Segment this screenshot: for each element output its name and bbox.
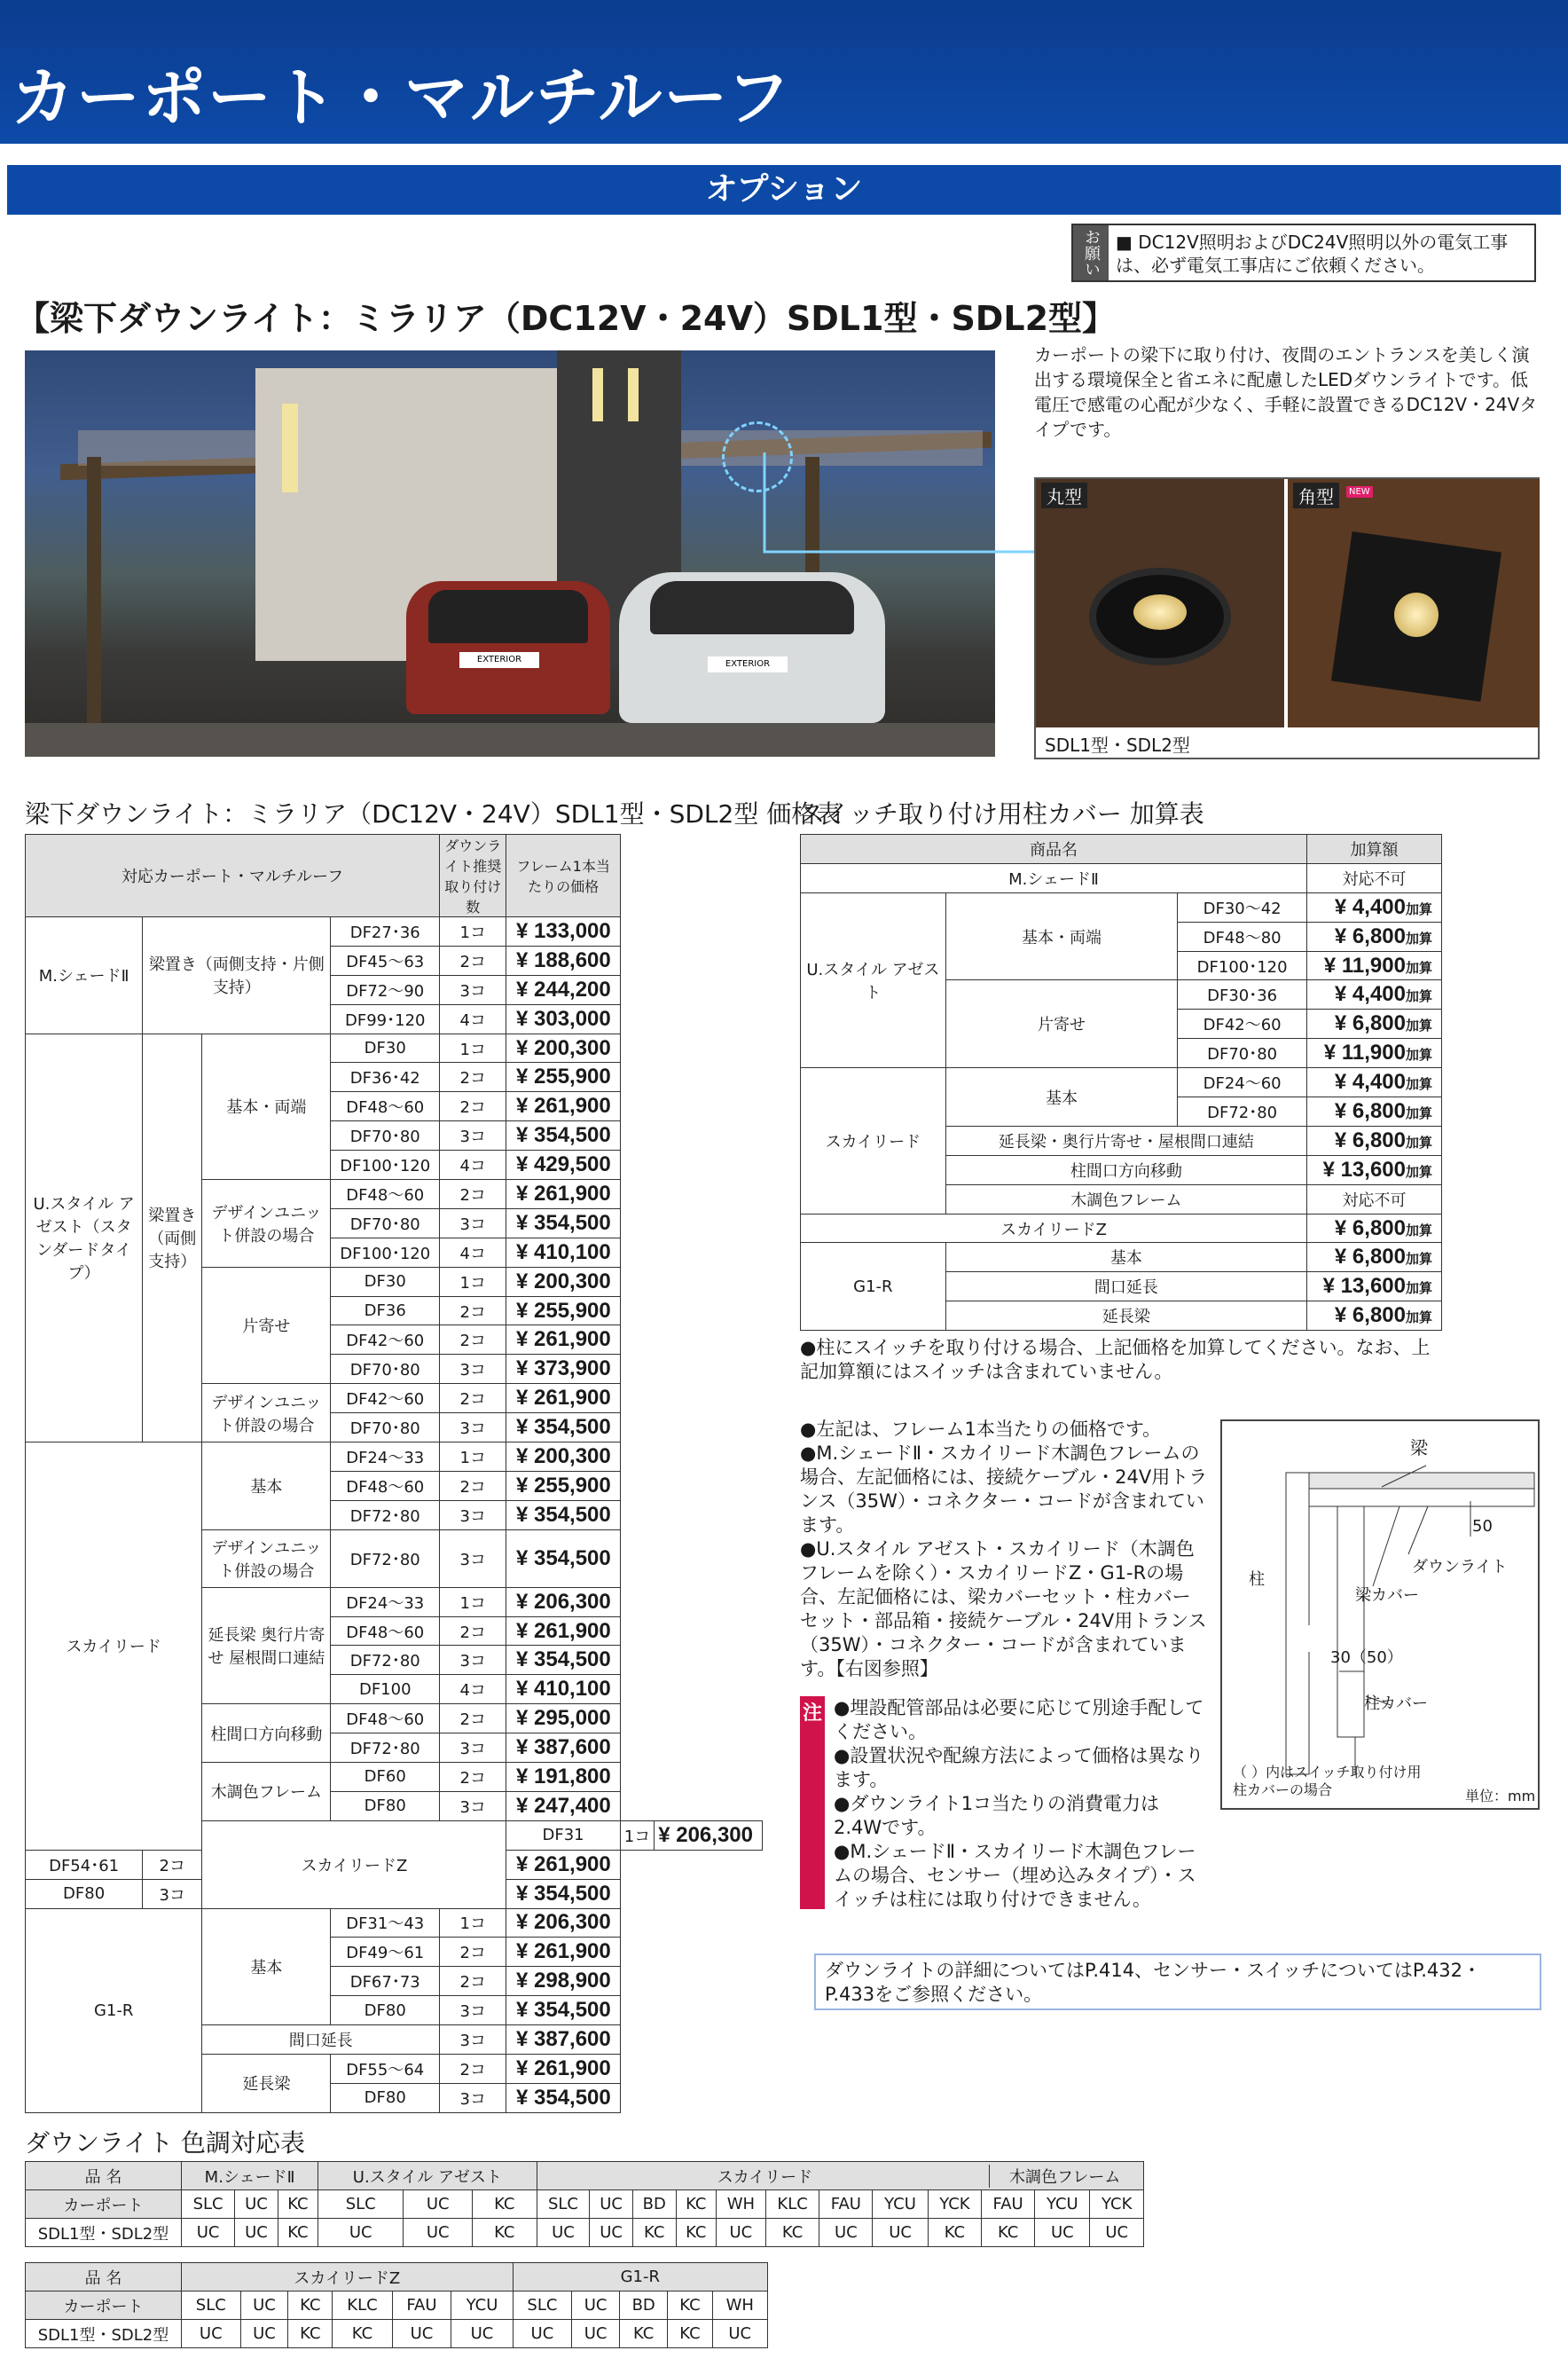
th-product: 商品名 bbox=[801, 835, 1307, 864]
color-cell: KC bbox=[668, 2291, 712, 2320]
cell-count: 2コ bbox=[440, 1180, 506, 1209]
cell-price: ¥ 429,500 bbox=[506, 1151, 620, 1180]
cell-count: 2コ bbox=[440, 1063, 506, 1092]
cell-size: DF30～42 bbox=[1178, 892, 1307, 922]
cell-count: 3コ bbox=[440, 1646, 506, 1675]
diagram-unit: 単位：mm bbox=[1465, 1788, 1536, 1804]
color-cell: UC bbox=[235, 2190, 278, 2219]
th-group: U.スタイル アゼスト bbox=[318, 2162, 537, 2190]
color-cell: UC bbox=[712, 2320, 768, 2348]
cell-count: 2コ bbox=[440, 1092, 506, 1121]
cell-size: DF67･73 bbox=[331, 1967, 440, 1996]
page-title: カーポート・マルチルーフ bbox=[11, 60, 792, 135]
cell-size: DF100･120 bbox=[331, 1151, 440, 1180]
license-plate: EXTERIOR bbox=[708, 656, 788, 672]
color-cell: UC bbox=[873, 2219, 928, 2247]
cell-size: DF70･80 bbox=[331, 1121, 440, 1151]
cell-price: ¥ 303,000 bbox=[506, 1004, 620, 1034]
cell-size: DF100･120 bbox=[1178, 951, 1307, 980]
notice-box bbox=[1071, 224, 1536, 282]
color-cell: UC bbox=[392, 2320, 451, 2348]
cell-count: 3コ bbox=[440, 1355, 506, 1384]
color-cell: KC bbox=[676, 2190, 716, 2219]
cell-price: ¥ 4,400加算 bbox=[1307, 980, 1442, 1010]
cell-price: ¥ 255,900 bbox=[506, 1063, 620, 1092]
cell-price: ¥ 6,800加算 bbox=[1307, 1243, 1442, 1272]
color-cell: UC bbox=[537, 2219, 590, 2247]
cell-size: DF80 bbox=[331, 1791, 440, 1820]
cell-size: DF30 bbox=[331, 1267, 440, 1296]
addon-table bbox=[800, 834, 1442, 1331]
cell-size: DF48～60 bbox=[331, 1471, 440, 1500]
caution-tag: 注 bbox=[802, 1702, 822, 1725]
cell-price: ¥ 261,900 bbox=[506, 1616, 620, 1646]
cell-size: DF70･80 bbox=[331, 1208, 440, 1238]
cell-price: ¥ 6,800加算 bbox=[1307, 922, 1442, 951]
label-pillarcover: 柱カバー bbox=[1364, 1694, 1428, 1713]
cell-price: ¥ 354,500 bbox=[506, 2083, 620, 2112]
color-cell: UC bbox=[819, 2219, 873, 2247]
color-cell: UC bbox=[716, 2219, 765, 2247]
subtitle-bar: オプション bbox=[7, 165, 1561, 215]
caution-list bbox=[834, 1696, 1204, 1912]
cell-price: ¥ 6,800加算 bbox=[1307, 1097, 1442, 1127]
row-sub-basic: 基本 bbox=[202, 1908, 331, 2025]
color-cell: FAU bbox=[392, 2291, 451, 2320]
cell-price: ¥ 354,500 bbox=[506, 1208, 620, 1238]
cell-size: DF72･80 bbox=[331, 1733, 440, 1763]
cell-price: ¥ 354,500 bbox=[506, 1121, 620, 1151]
cell-count: 1コ bbox=[440, 917, 506, 947]
color-cell: YCU bbox=[451, 2291, 513, 2320]
cell-price: ¥ 255,900 bbox=[506, 1471, 620, 1500]
th-price: フレーム1本当たりの価格 bbox=[506, 835, 620, 917]
color-cell: KLC bbox=[765, 2190, 819, 2219]
cell-count: 4コ bbox=[440, 1675, 506, 1704]
row-sub-kata: 片寄せ bbox=[945, 980, 1177, 1068]
row-sub-beam: 梁置き（両側支持） bbox=[143, 1034, 202, 1442]
color-cell: UC bbox=[1035, 2219, 1090, 2247]
row-group-g1r: G1-R bbox=[26, 1908, 202, 2112]
cell-price: ¥ 200,300 bbox=[506, 1267, 620, 1296]
row-sub-kata: 片寄せ bbox=[202, 1267, 331, 1384]
row-group-skyz: スカイリードZ bbox=[202, 1820, 506, 1908]
color-cell: FAU bbox=[819, 2190, 873, 2219]
color-cell: UC bbox=[182, 2219, 235, 2247]
row-group-ustyle: U.スタイル アゼスト bbox=[801, 892, 946, 1067]
cell-price: ¥ 261,900 bbox=[506, 1384, 620, 1413]
color-cell: KC bbox=[668, 2320, 712, 2348]
color-cell: SLC bbox=[537, 2190, 590, 2219]
cell-size: DF80 bbox=[331, 2083, 440, 2112]
cell-size: DF54･61 bbox=[26, 1850, 143, 1879]
section-title: 【梁下ダウンライト：ミラリア（DC12V・24V）SDL1型・SDL2型】 bbox=[16, 299, 1117, 338]
cell-count: 3コ bbox=[440, 1413, 506, 1442]
cell-price: ¥ 11,900加算 bbox=[1307, 1039, 1442, 1068]
cell-price: ¥ 247,400 bbox=[506, 1791, 620, 1820]
notice-text: ■ DC12V照明およびDC24V照明以外の電気工事は、必ず電気工事店にご依頼ください。 bbox=[1116, 232, 1509, 276]
cell-size: DF60 bbox=[331, 1763, 440, 1792]
cell-count: 2コ bbox=[440, 1616, 506, 1646]
th-add: 加算額 bbox=[1307, 835, 1442, 864]
cell-size: DF42～60 bbox=[1178, 1010, 1307, 1039]
row-sub-pillar: 柱間口方向移動 bbox=[202, 1704, 331, 1763]
row-product: SDL1型・SDL2型 bbox=[26, 2219, 182, 2247]
cell-price: ¥ 255,900 bbox=[506, 1296, 620, 1325]
color-cell: YCU bbox=[873, 2190, 928, 2219]
color-cell: WH bbox=[712, 2291, 768, 2320]
reference-box: ダウンライトの詳細についてはP.414、センサー・スイッチについてはP.432・P.433をご参照ください。 bbox=[814, 1953, 1541, 2010]
cell-price: ¥ 354,500 bbox=[506, 1500, 620, 1529]
color-cell: KC bbox=[278, 2190, 318, 2219]
cell-count: 1コ bbox=[440, 1442, 506, 1472]
color-cell: UC bbox=[318, 2219, 404, 2247]
cell-price: ¥ 261,900 bbox=[506, 1092, 620, 1121]
cell-na: 対応不可 bbox=[1307, 863, 1442, 892]
round-label: 丸型 bbox=[1041, 483, 1087, 508]
row-sub-wood: 木調色フレーム bbox=[202, 1763, 331, 1821]
color-table-title: ダウンライト 色調対応表 bbox=[25, 2128, 306, 2158]
cell-price: ¥ 11,900加算 bbox=[1307, 951, 1442, 980]
color-cell: KC bbox=[632, 2219, 676, 2247]
product-thumbnail bbox=[1034, 477, 1540, 759]
cell-size: DF36 bbox=[331, 1296, 440, 1325]
cell-size: DF49～61 bbox=[331, 1938, 440, 1967]
cell-price: ¥ 244,200 bbox=[506, 975, 620, 1004]
row-skyz: スカイリードZ bbox=[801, 1214, 1307, 1243]
caution-bar bbox=[800, 1696, 825, 1909]
cell-size: DF48～60 bbox=[331, 1180, 440, 1209]
caution-item: ●設置状況や配線方法によって価格は異なります。 bbox=[834, 1745, 1204, 1790]
row-sub-wood: 木調色フレーム bbox=[945, 1184, 1306, 1214]
cell-count: 3コ bbox=[440, 1121, 506, 1151]
cell-count: 1コ bbox=[440, 1034, 506, 1063]
label-downlight: ダウンライト bbox=[1412, 1558, 1508, 1576]
cell-count: 1コ bbox=[440, 1908, 506, 1938]
cell-price: ¥ 4,400加算 bbox=[1307, 1068, 1442, 1097]
cell-size: DF48～60 bbox=[331, 1092, 440, 1121]
installation-diagram bbox=[1220, 1419, 1540, 1810]
cell-size: DF72･80 bbox=[1178, 1097, 1307, 1127]
cell-count: 3コ bbox=[440, 1529, 506, 1587]
color-cell: BD bbox=[619, 2291, 667, 2320]
cell-size: DF72･80 bbox=[331, 1529, 440, 1587]
cell-count: 4コ bbox=[440, 1004, 506, 1034]
color-cell: UC bbox=[235, 2219, 278, 2247]
row-sub-basic: 基本 bbox=[945, 1068, 1177, 1127]
notice-tag: お願い bbox=[1073, 225, 1109, 280]
row-sub-enchou: 延長梁 bbox=[945, 1301, 1306, 1331]
row-sub-beam: 梁置き（両側支持・片側支持） bbox=[143, 917, 331, 1034]
cell-size: DF24～33 bbox=[331, 1442, 440, 1472]
thumb-caption: SDL1型・SDL2型 bbox=[1045, 735, 1190, 756]
color-cell: KC bbox=[982, 2219, 1035, 2247]
cell-price: ¥ 188,600 bbox=[506, 946, 620, 975]
cell-price: ¥ 191,800 bbox=[506, 1763, 620, 1792]
cell-count: 3コ bbox=[440, 1500, 506, 1529]
row-sub-design: デザインユニット併設の場合 bbox=[202, 1180, 331, 1268]
cell-count: 2コ bbox=[440, 1325, 506, 1355]
th-carport: 対応カーポート・マルチルーフ bbox=[26, 835, 440, 917]
cell-count: 2コ bbox=[143, 1850, 202, 1879]
note-item: ●U.スタイル アゼスト・スカイリード（木調色フレームを除く）・スカイリードZ・G1-Rの場合、左記価格には、梁カバーセット・柱カバーセット・部品箱・接続ケーブル・24V用トランス（35W）・コネクター・コードが含まれています。【右図参照】 bbox=[800, 1538, 1207, 1679]
color-cell: KC bbox=[619, 2320, 667, 2348]
caution-item: ●埋設配管部品は必要に応じて別途手配してください。 bbox=[834, 1697, 1204, 1742]
addon-note: ●柱にスイッチを取り付ける場合、上記価格を加算してください。なお、上記加算額にはスイッチは含まれていません。 bbox=[800, 1337, 1431, 1382]
color-cell: UC bbox=[451, 2320, 513, 2348]
cell-size: DF31～43 bbox=[331, 1908, 440, 1938]
cell-count: 3コ bbox=[440, 1996, 506, 2025]
label-50: 50 bbox=[1472, 1517, 1493, 1536]
price-table bbox=[25, 834, 763, 2113]
color-cell: YCU bbox=[1035, 2190, 1090, 2219]
cell-size: DF24～33 bbox=[331, 1587, 440, 1616]
row-sub-basic: 基本・両端 bbox=[945, 892, 1177, 980]
cell-size: DF70･80 bbox=[331, 1413, 440, 1442]
cell-size: DF24～60 bbox=[1178, 1068, 1307, 1097]
cell-size: DF80 bbox=[26, 1879, 143, 1908]
color-cell: YCK bbox=[928, 2190, 981, 2219]
cell-price: ¥ 206,300 bbox=[506, 1587, 620, 1616]
cell-count: 3コ bbox=[440, 2025, 506, 2055]
color-cell: WH bbox=[716, 2190, 765, 2219]
product-description: カーポートの梁下に取り付け、夜間のエントランスを美しく演出する環境保全と省エネに配慮したLEDダウンライトです。低電圧で感電の心配が少なく、手軽に設置できるDC12V・24Vタイプです。 bbox=[1034, 344, 1538, 440]
cell-count: 2コ bbox=[440, 946, 506, 975]
cell-count: 3コ bbox=[440, 1208, 506, 1238]
cell-count: 4コ bbox=[440, 1151, 506, 1180]
cell-size: DF31 bbox=[506, 1820, 620, 1850]
row-group-skylead: スカイリード bbox=[801, 1068, 946, 1214]
cell-price: ¥ 133,000 bbox=[506, 917, 620, 947]
row-group-mshade: M.シェードⅡ bbox=[26, 917, 143, 1034]
cell-count: 2コ bbox=[440, 1967, 506, 1996]
cell-size: DF42～60 bbox=[331, 1325, 440, 1355]
cell-size: DF100 bbox=[331, 1675, 440, 1704]
cell-size: DF36･42 bbox=[331, 1063, 440, 1092]
cell-price: ¥ 6,800加算 bbox=[1307, 1214, 1442, 1243]
cell-size: DF99･120 bbox=[331, 1004, 440, 1034]
cell-price: ¥ 298,900 bbox=[506, 1967, 620, 1996]
th-group: スカイリード 木調色フレーム bbox=[537, 2162, 1143, 2190]
color-cell: KC bbox=[473, 2219, 537, 2247]
row-sub-basic: 基本 bbox=[202, 1442, 331, 1530]
color-cell: KLC bbox=[333, 2291, 392, 2320]
row-sub-pillar: 柱間口方向移動 bbox=[945, 1155, 1306, 1184]
cell-size: DF48～60 bbox=[331, 1616, 440, 1646]
note-item: ●M.シェードⅡ・スカイリード木調色フレームの場合、左記価格には、接続ケーブル・24V用トランス（35W）・コネクター・コードが含まれています。 bbox=[800, 1442, 1208, 1536]
price-table-title: 梁下ダウンライト：ミラリア（DC12V・24V）SDL1型・SDL2型 価格表 bbox=[25, 799, 842, 829]
row-mshade: M.シェードⅡ bbox=[801, 863, 1307, 892]
cell-price: ¥ 4,400加算 bbox=[1307, 892, 1442, 922]
cell-count: 3コ bbox=[440, 975, 506, 1004]
color-cell: BD bbox=[632, 2190, 676, 2219]
row-sub-ext: 延長梁・奥行片寄せ・屋根間口連結 bbox=[945, 1126, 1306, 1155]
label-beamcover: 梁カバー bbox=[1355, 1586, 1419, 1605]
cell-price: ¥ 6,800加算 bbox=[1307, 1126, 1442, 1155]
cell-count: 1コ bbox=[620, 1820, 654, 1850]
cell-price: ¥ 354,500 bbox=[506, 1529, 620, 1587]
color-cell: UC bbox=[182, 2320, 241, 2348]
notes-list bbox=[800, 1418, 1208, 1681]
caution-item: ●ダウンライト1コ当たりの消費電力は2.4Wです。 bbox=[834, 1793, 1160, 1838]
color-cell: SLC bbox=[182, 2190, 235, 2219]
cell-size: DF48～60 bbox=[331, 1704, 440, 1733]
cell-count: 2コ bbox=[440, 2054, 506, 2083]
cell-price: ¥ 200,300 bbox=[506, 1034, 620, 1063]
cell-size: DF100･120 bbox=[331, 1238, 440, 1267]
cell-price: ¥ 354,500 bbox=[506, 1646, 620, 1675]
row-sub-kenchou: 間口延長 bbox=[945, 1272, 1306, 1301]
color-cell: KC bbox=[928, 2219, 981, 2247]
cell-count: 1コ bbox=[440, 1267, 506, 1296]
row-group-ustyle: U.スタイル アゼスト（スタンダードタイプ） bbox=[26, 1034, 143, 1442]
th-count: ダウンライト推奨取り付け数 bbox=[440, 835, 506, 917]
cell-size: DF48～80 bbox=[1178, 922, 1307, 951]
color-cell: SLC bbox=[318, 2190, 404, 2219]
cell-size: DF55～64 bbox=[331, 2054, 440, 2083]
diagram-note: （ ）内はスイッチ取り付け用柱カバーの場合 bbox=[1233, 1764, 1422, 1798]
color-cell: UC bbox=[404, 2219, 473, 2247]
cell-count: 2コ bbox=[440, 1471, 506, 1500]
row-sub-basic: 基本・両端 bbox=[202, 1034, 331, 1179]
row-group-g1r: G1-R bbox=[801, 1243, 946, 1331]
row-product: SDL1型・SDL2型 bbox=[26, 2320, 182, 2348]
th-name: 品 名 bbox=[26, 2162, 182, 2190]
cell-count: 2コ bbox=[440, 1704, 506, 1733]
cell-price: ¥ 354,500 bbox=[506, 1413, 620, 1442]
cell-size: DF72･80 bbox=[331, 1500, 440, 1529]
color-cell: FAU bbox=[982, 2190, 1035, 2219]
cell-price: ¥ 261,900 bbox=[506, 1850, 620, 1879]
cell-size: DF30･36 bbox=[1178, 980, 1307, 1010]
color-cell: UC bbox=[590, 2219, 632, 2247]
color-cell: SLC bbox=[182, 2291, 241, 2320]
cell-count: 3コ bbox=[143, 1879, 202, 1908]
cell-price: ¥ 13,600加算 bbox=[1307, 1272, 1442, 1301]
row-sub-design: デザインユニット併設の場合 bbox=[202, 1529, 331, 1587]
cell-price: ¥ 387,600 bbox=[506, 2025, 620, 2055]
color-cell: YCK bbox=[1090, 2190, 1144, 2219]
color-cell: UC bbox=[572, 2320, 620, 2348]
cell-price: ¥ 13,600加算 bbox=[1307, 1155, 1442, 1184]
cell-price: ¥ 6,800加算 bbox=[1307, 1010, 1442, 1039]
color-cell: KC bbox=[765, 2219, 819, 2247]
color-cell: UC bbox=[240, 2320, 288, 2348]
cell-price: ¥ 206,300 bbox=[655, 1820, 763, 1850]
cell-size: DF42～60 bbox=[331, 1384, 440, 1413]
th-name: 品 名 bbox=[26, 2263, 182, 2291]
callout-line bbox=[736, 426, 1038, 559]
color-cell: UC bbox=[1090, 2219, 1144, 2247]
square-label: 角型 bbox=[1293, 483, 1339, 508]
cell-size: DF30 bbox=[331, 1034, 440, 1063]
cell-price: ¥ 410,100 bbox=[506, 1238, 620, 1267]
cell-na: 対応不可 bbox=[1307, 1184, 1442, 1214]
cell-size: DF72～90 bbox=[331, 975, 440, 1004]
color-cell: KC bbox=[288, 2291, 333, 2320]
color-cell: KC bbox=[473, 2190, 537, 2219]
cell-price: ¥ 200,300 bbox=[506, 1442, 620, 1472]
new-badge: NEW bbox=[1346, 486, 1373, 498]
color-table-1 bbox=[25, 2161, 1144, 2247]
cell-size: DF45～63 bbox=[331, 946, 440, 975]
cell-count: 4コ bbox=[440, 1238, 506, 1267]
cell-price: ¥ 206,300 bbox=[506, 1908, 620, 1938]
cell-size: DF27･36 bbox=[331, 917, 440, 947]
cell-price: ¥ 410,100 bbox=[506, 1675, 620, 1704]
cell-price: ¥ 387,600 bbox=[506, 1733, 620, 1763]
color-cell: UC bbox=[513, 2320, 572, 2348]
row-sub-ext: 延長梁 奥行片寄せ 屋根間口連結 bbox=[202, 1587, 331, 1704]
license-plate: EXTERIOR bbox=[459, 652, 539, 668]
cell-count: 3コ bbox=[440, 1733, 506, 1763]
cell-count: 2コ bbox=[440, 1384, 506, 1413]
color-cell: UC bbox=[572, 2291, 620, 2320]
row-carport: カーポート bbox=[26, 2190, 182, 2219]
cell-price: ¥ 261,900 bbox=[506, 1325, 620, 1355]
row-sub-kenchou: 間口延長 bbox=[202, 2025, 440, 2055]
cell-price: ¥ 261,900 bbox=[506, 1938, 620, 1967]
row-carport: カーポート bbox=[26, 2291, 182, 2320]
cell-size: DF70･80 bbox=[1178, 1039, 1307, 1068]
row-sub-basic: 基本 bbox=[945, 1243, 1306, 1272]
cell-count: 3コ bbox=[440, 1791, 506, 1820]
label-30: 30（50） bbox=[1330, 1648, 1403, 1667]
th-group: スカイリードZ bbox=[182, 2263, 514, 2291]
cell-count: 2コ bbox=[440, 1938, 506, 1967]
label-beam: 梁 bbox=[1410, 1437, 1428, 1458]
cell-price: ¥ 261,900 bbox=[506, 1180, 620, 1209]
row-sub-enchou: 延長梁 bbox=[202, 2054, 331, 2112]
cell-price: ¥ 261,900 bbox=[506, 2054, 620, 2083]
cell-count: 1コ bbox=[440, 1587, 506, 1616]
th-group: G1-R bbox=[513, 2263, 767, 2291]
label-pillar: 柱 bbox=[1249, 1570, 1265, 1589]
color-table-2 bbox=[25, 2262, 768, 2348]
cell-count: 3コ bbox=[440, 2083, 506, 2112]
cell-price: ¥ 354,500 bbox=[506, 1879, 620, 1908]
cell-price: ¥ 6,800加算 bbox=[1307, 1301, 1442, 1331]
header-banner bbox=[0, 0, 1568, 144]
addon-table-title: スイッチ取り付け用柱カバー 加算表 bbox=[800, 799, 1204, 829]
color-cell: KC bbox=[333, 2320, 392, 2348]
cell-count: 2コ bbox=[440, 1763, 506, 1792]
cell-price: ¥ 354,500 bbox=[506, 1996, 620, 2025]
color-cell: KC bbox=[676, 2219, 716, 2247]
row-group-skylead: スカイリード bbox=[26, 1442, 202, 1851]
cell-price: ¥ 295,000 bbox=[506, 1704, 620, 1733]
note-item: ●左記は、フレーム1本当たりの価格です。 bbox=[800, 1419, 1162, 1440]
cell-size: DF70･80 bbox=[331, 1355, 440, 1384]
color-cell: UC bbox=[590, 2190, 632, 2219]
color-cell: SLC bbox=[513, 2291, 572, 2320]
color-cell: KC bbox=[278, 2219, 318, 2247]
cell-count: 2コ bbox=[440, 1296, 506, 1325]
color-cell: KC bbox=[288, 2320, 333, 2348]
color-cell: UC bbox=[404, 2190, 473, 2219]
caution-item: ●M.シェードⅡ・スカイリード木調色フレームの場合、センサー（埋め込みタイプ）・スイッチは柱には取り付けできません。 bbox=[834, 1841, 1196, 1910]
th-group: M.シェードⅡ bbox=[182, 2162, 318, 2190]
row-sub-design: デザインユニット併設の場合 bbox=[202, 1384, 331, 1442]
cell-size: DF80 bbox=[331, 1996, 440, 2025]
color-cell: UC bbox=[240, 2291, 288, 2320]
cell-price: ¥ 373,900 bbox=[506, 1355, 620, 1384]
cell-size: DF72･80 bbox=[331, 1646, 440, 1675]
